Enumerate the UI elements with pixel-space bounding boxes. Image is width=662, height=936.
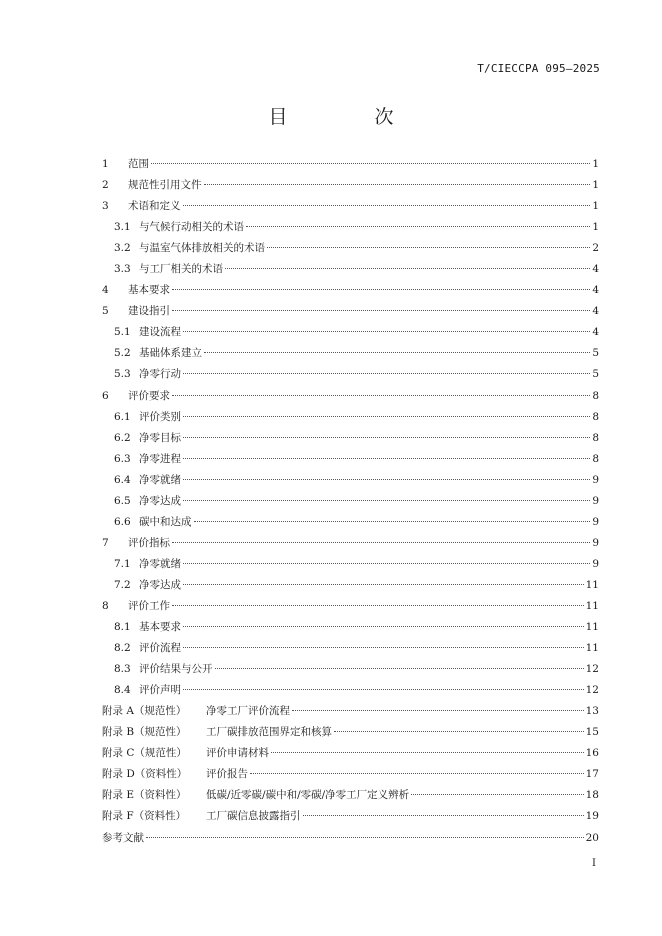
toc-dot-leader (183, 373, 590, 374)
toc-entry-page-number: 1 (592, 221, 599, 234)
toc-dot-leader (172, 289, 590, 290)
toc-entry-label: 与温室气体排放相关的术语 (139, 242, 265, 255)
toc-dot-leader (146, 837, 584, 838)
toc-entry-page-number: 18 (585, 789, 599, 802)
toc-entry-number: 3 (102, 200, 109, 213)
toc-entry-label: 建设指引 (128, 305, 170, 318)
toc-entry-number: 3.1 (114, 221, 131, 234)
toc-entry[interactable] (102, 175, 599, 196)
toc-entry[interactable] (102, 449, 599, 470)
toc-entry-page-number: 1 (592, 179, 599, 192)
toc-appendix-prefix: 附录 B（规范性） (102, 726, 187, 739)
toc-entry-page-number: 13 (585, 705, 599, 718)
toc-entry[interactable] (102, 617, 599, 638)
toc-entry-page-number: 9 (592, 494, 599, 507)
toc-dot-leader (183, 563, 590, 564)
toc-dot-leader (267, 247, 590, 248)
toc-entry-label: 净零进程 (139, 452, 181, 465)
toc-entry-label: 与工厂相关的术语 (139, 263, 223, 276)
toc-entry-page-number: 16 (585, 747, 599, 760)
toc-entry[interactable] (102, 301, 599, 322)
toc-entry-label: 碳中和达成 (139, 515, 192, 528)
toc-dot-leader (183, 689, 584, 690)
toc-entry-number: 6.5 (114, 494, 131, 507)
toc-dot-leader (183, 626, 584, 627)
toc-entry-label: 基础体系建立 (139, 347, 202, 360)
toc-entry-page-number: 11 (585, 621, 599, 634)
toc-entry[interactable] (102, 638, 599, 659)
toc-entry-label: 净零就绪 (139, 557, 181, 570)
toc-entry-page-number: 9 (592, 536, 599, 549)
toc-appendix-prefix: 附录 C（规范性） (102, 747, 187, 760)
toc-entry-page-number: 8 (592, 410, 599, 423)
toc-entry[interactable] (102, 364, 599, 385)
toc-entry-number: 6.6 (114, 515, 131, 528)
toc-dot-leader (411, 794, 583, 795)
toc-entry-label: 术语和定义 (128, 200, 181, 213)
toc-entry-label: 评价声明 (139, 684, 181, 697)
toc-entry-number: 6.1 (114, 410, 131, 423)
toc-entry-page-number: 11 (585, 599, 599, 612)
toc-entry[interactable] (102, 512, 599, 533)
toc-entry-label: 范围 (128, 158, 149, 170)
toc-entry-label: 评价类别 (139, 410, 181, 423)
table-of-contents (102, 154, 599, 849)
toc-entry[interactable] (102, 386, 599, 407)
toc-entry[interactable] (102, 196, 599, 217)
toc-entry-page-number: 1 (592, 158, 599, 170)
toc-entry[interactable] (102, 659, 599, 680)
toc-entry-page-number: 4 (592, 284, 599, 297)
toc-entry-page-number: 17 (585, 768, 599, 781)
toc-entry-label: 评价结果与公开 (139, 663, 213, 676)
toc-entry-page-number: 5 (592, 347, 599, 360)
toc-entry[interactable] (102, 280, 599, 301)
toc-entry-page-number: 12 (585, 663, 599, 676)
toc-entry-number: 8.3 (114, 663, 131, 676)
toc-dot-leader (250, 773, 584, 774)
toc-entry-page-number: 11 (585, 578, 599, 591)
toc-entry[interactable] (102, 259, 599, 280)
toc-entry[interactable] (102, 806, 599, 827)
toc-entry-number: 5 (102, 305, 109, 318)
toc-entry-number: 5.3 (114, 368, 131, 381)
toc-entry-page-number: 8 (592, 431, 599, 444)
toc-entry-label: 评价指标 (128, 536, 170, 549)
toc-entry-number: 6 (102, 389, 109, 402)
toc-entry-label: 基本要求 (128, 284, 170, 297)
toc-entry-label: 净零目标 (139, 431, 181, 444)
toc-dot-leader (183, 416, 590, 417)
toc-appendix-prefix: 附录 D（资料性） (102, 768, 188, 781)
toc-entry-label: 与气候行动相关的术语 (139, 221, 244, 234)
toc-entry-page-number: 19 (585, 810, 599, 823)
toc-entry-label: 参考文献 (102, 831, 144, 844)
toc-entry-label: 净零工厂评价流程 (206, 705, 290, 718)
toc-dot-leader (183, 500, 590, 501)
toc-dot-leader (183, 647, 584, 648)
toc-entry[interactable] (102, 491, 599, 512)
toc-entry[interactable] (102, 428, 599, 449)
toc-entry[interactable] (102, 785, 599, 806)
toc-dot-leader (246, 226, 590, 227)
toc-entry-page-number: 9 (592, 515, 599, 528)
toc-entry-label: 规范性引用文件 (128, 179, 202, 192)
toc-entry-page-number: 15 (585, 726, 599, 739)
toc-dot-leader (204, 352, 590, 353)
toc-entry-page-number: 9 (592, 557, 599, 570)
toc-entry-number: 6.3 (114, 452, 131, 465)
toc-entry[interactable] (102, 343, 599, 364)
toc-entry-label: 评价工作 (128, 599, 170, 612)
toc-entry-number: 6.2 (114, 431, 131, 444)
toc-entry-label: 净零达成 (139, 578, 181, 591)
toc-dot-leader (172, 605, 584, 606)
toc-entry-number: 7.2 (114, 578, 131, 591)
toc-entry[interactable] (102, 680, 599, 701)
toc-entry[interactable] (102, 407, 599, 428)
document-id: T/CIECCPA 095—2025 (477, 62, 600, 75)
toc-appendix-prefix: 附录 E（资料性） (102, 789, 187, 802)
toc-appendix-prefix: 附录 F（资料性） (102, 810, 187, 823)
toc-entry-page-number: 1 (592, 200, 599, 213)
toc-entry-number: 5.2 (114, 347, 131, 360)
toc-entry-number: 8 (102, 599, 109, 612)
toc-entry[interactable] (102, 722, 599, 743)
toc-entry-number: 3.2 (114, 242, 131, 255)
toc-entry-label: 评价要求 (128, 389, 170, 402)
toc-entry[interactable] (102, 764, 599, 785)
toc-entry-label: 评价报告 (206, 768, 248, 781)
toc-dot-leader (183, 584, 584, 585)
toc-dot-leader (271, 752, 584, 753)
page-title: 目 次 (268, 106, 428, 128)
toc-dot-leader (183, 205, 591, 206)
toc-dot-leader (204, 184, 591, 185)
toc-entry[interactable] (102, 533, 599, 554)
toc-dot-leader (225, 268, 590, 269)
toc-entry-label: 净零达成 (139, 494, 181, 507)
toc-entry-page-number: 8 (592, 389, 599, 402)
toc-entry-label: 建设流程 (139, 326, 181, 339)
toc-dot-leader (183, 331, 590, 332)
toc-entry-number: 1 (102, 158, 109, 170)
toc-appendix-prefix: 附录 A（规范性） (102, 705, 187, 718)
toc-dot-leader (183, 458, 590, 459)
toc-entry-page-number: 11 (585, 642, 599, 655)
toc-entry[interactable] (102, 701, 599, 722)
toc-entry[interactable] (102, 554, 599, 575)
toc-entry-number: 7.1 (114, 557, 131, 570)
toc-entry-page-number: 9 (592, 473, 599, 486)
toc-dot-leader (292, 710, 584, 711)
toc-dot-leader (183, 479, 590, 480)
toc-entry[interactable] (102, 828, 599, 849)
toc-entry-page-number: 2 (592, 242, 599, 255)
toc-dot-leader (303, 815, 584, 816)
toc-entry[interactable] (102, 217, 599, 238)
toc-dot-leader (151, 163, 590, 164)
toc-entry-label: 评价申请材料 (206, 747, 269, 760)
toc-entry-number: 8.1 (114, 621, 131, 634)
toc-dot-leader (172, 542, 590, 543)
toc-entry-page-number: 4 (592, 263, 599, 276)
toc-entry[interactable] (102, 596, 599, 617)
page-folio: I (592, 858, 596, 869)
toc-entry-label: 低碳/近零碳/碳中和/零碳/净零工厂定义辨析 (206, 789, 410, 802)
toc-entry-label: 工厂碳排放范围界定和核算 (206, 726, 332, 739)
toc-entry-page-number: 4 (592, 305, 599, 318)
toc-entry-page-number: 12 (585, 684, 599, 697)
toc-dot-leader (194, 521, 591, 522)
toc-entry[interactable] (102, 743, 599, 764)
toc-entry[interactable] (102, 575, 599, 596)
toc-dot-leader (215, 668, 584, 669)
toc-entry[interactable] (102, 470, 599, 491)
toc-entry-label: 评价流程 (139, 642, 181, 655)
toc-dot-leader (172, 310, 590, 311)
toc-entry-number: 6.4 (114, 473, 131, 486)
toc-entry[interactable] (102, 322, 599, 343)
toc-entry-page-number: 8 (592, 452, 599, 465)
toc-entry-label: 基本要求 (139, 621, 181, 634)
toc-entry-label: 净零就绪 (139, 473, 181, 486)
toc-entry-page-number: 20 (585, 831, 599, 844)
toc-entry-number: 2 (102, 179, 109, 192)
toc-entry[interactable] (102, 154, 599, 175)
toc-entry-number: 7 (102, 536, 109, 549)
toc-entry-label: 工厂碳信息披露指引 (206, 810, 301, 823)
toc-entry-page-number: 5 (592, 368, 599, 381)
toc-entry-page-number: 4 (592, 326, 599, 339)
toc-entry-number: 8.4 (114, 684, 131, 697)
toc-dot-leader (183, 437, 590, 438)
toc-dot-leader (172, 395, 590, 396)
toc-dot-leader (334, 731, 584, 732)
toc-entry[interactable] (102, 238, 599, 259)
toc-entry-number: 5.1 (114, 326, 131, 339)
toc-entry-number: 8.2 (114, 642, 131, 655)
toc-entry-label: 净零行动 (139, 368, 181, 381)
toc-entry-number: 3.3 (114, 263, 131, 276)
toc-entry-number: 4 (102, 284, 109, 297)
